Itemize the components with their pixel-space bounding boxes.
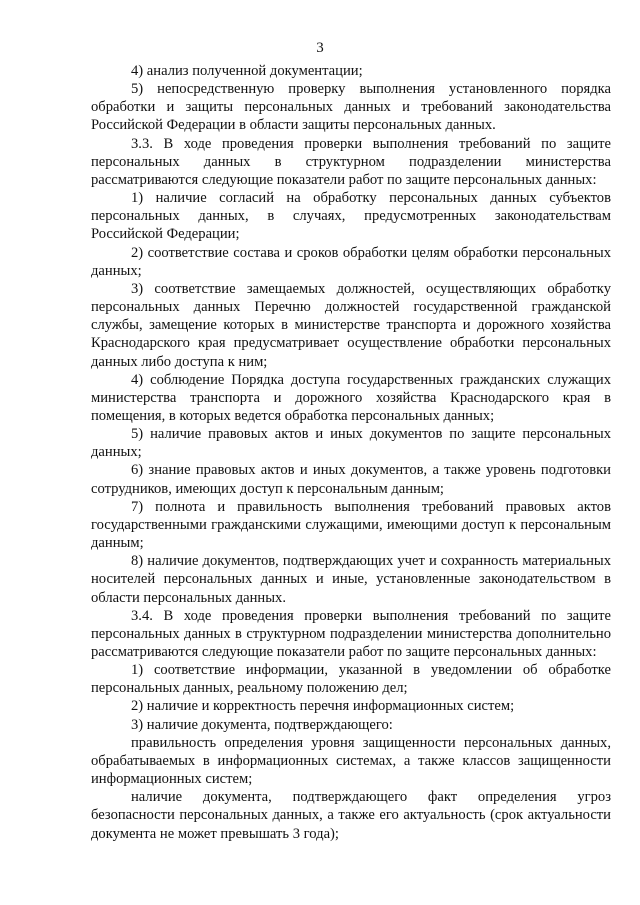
document-body [91, 62, 611, 843]
paragraph-3-4-item-2: 2) наличие и корректность перечня информационных систем; [131, 698, 515, 715]
paragraph-3-3-item-4: 4) соблюдение Порядка доступа государственных гражданских служащих министерства транспорта и дорожного хозяйства Краснодарского края в помещения, в которых ведется обработка персональных данных; [91, 371, 611, 424]
paragraph-3-3-item-2: 2) соответствие состава и сроков обработки целям обработки персональных данных; [91, 244, 611, 279]
paragraph-item-4-analysis: 4) анализ полученной документации; [131, 63, 363, 79]
page-number: 3 [316, 40, 324, 56]
paragraph-3-3-item-3: 3) соответствие замещаемых должностей, осуществляющих обработку персональных данных Перечню должностей государственной гражданской службы, замещение которых в министерстве транспорта и дорожного хозяйства Краснодарского края предусматривает осуществление обработки персональных данных либо доступа к ним; [91, 280, 611, 370]
paragraph-3-3-item-7: 7) полнота и правильность выполнения требований правовых актов государственными гражданскими служащими, имеющими доступ к персональным данным; [91, 498, 611, 552]
paragraph-3-4-item-3-sub-2: наличие документа, подтверждающего факт определения угроз безопасности персональных данных, а также его актуальность (срок актуальности документа не может превышать 3 года); [91, 789, 611, 842]
paragraph-3-3-item-8: 8) наличие документов, подтверждающих учет и сохранность материальных носителей персональных данных и иные, установленные законодательством в области персональных данных. [91, 553, 611, 606]
paragraph-item-5-direct-check: 5) непосредственную проверку выполнения установленного порядка обработки и защиты персональных данных и требований законодательства Российской Федерации в области защиты персональных данных. [91, 81, 611, 134]
paragraph-section-3-4: 3.4. В ходе проведения проверки выполнения требований по защите персональных данных в структурном подразделении министерства дополнительно рассматриваются следующие показатели работ по защите персональных данных: [91, 607, 611, 660]
paragraph-section-3-3: 3.3. В ходе проведения проверки выполнения требований по защите персональных данных в структурном подразделении министерства рассматриваются следующие показатели работ по защите персональных данных: [91, 135, 611, 188]
paragraph-3-4-item-3: 3) наличие документа, подтверждающего: [131, 716, 393, 733]
paragraph-3-4-item-3-sub-1: правильность определения уровня защищенности персональных данных, обрабатываемых в информационных системах, а также классов защищенности информационных систем; [91, 734, 611, 788]
paragraph-3-3-item-1: 1) наличие согласий на обработку персональных данных субъектов персональных данных, в случаях, предусмотренных законодательствам Российской Федерации; [91, 190, 611, 243]
paragraph-3-3-item-5: 5) наличие правовых актов и иных документов по защите персональных данных; [91, 426, 611, 461]
paragraph-3-3-item-6: 6) знание правовых актов и иных документов, а также уровень подготовки сотрудников, имеющих доступ к персональным данным; [91, 462, 611, 497]
paragraph-3-4-item-1: 1) соответствие информации, указанной в уведомлении об обработке персональных данных, реальному положению дел; [91, 662, 611, 697]
